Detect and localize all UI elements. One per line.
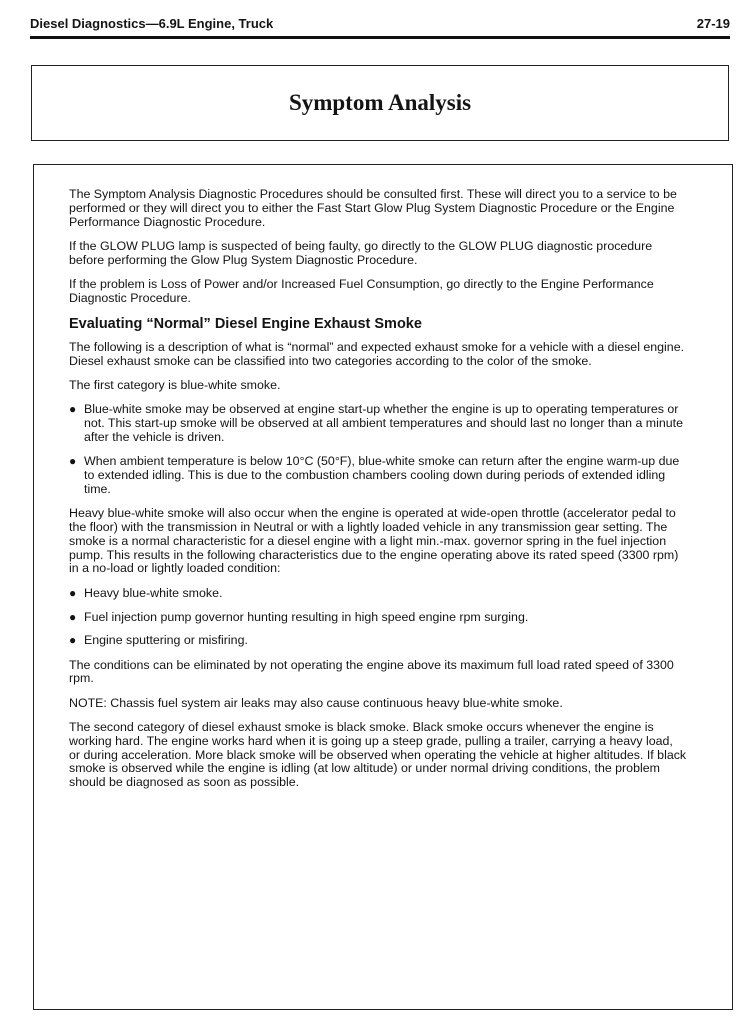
list-item <box>69 455 687 496</box>
bullet-icon: ● <box>69 609 77 624</box>
list-item <box>69 611 687 625</box>
page-title: Symptom Analysis <box>288 90 472 115</box>
bullet-icon: ● <box>69 402 77 417</box>
bullet-icon: ● <box>69 633 77 648</box>
bullet-icon: ● <box>69 585 77 600</box>
paragraph-conditions: The conditions can be eliminated by not operating the engine above its maximum full load rated speed of 3300 rpm. <box>69 657 674 686</box>
content-box <box>33 164 733 1010</box>
bullet-icon: ● <box>69 454 77 469</box>
paragraph-first-category: The first category is blue-white smoke. <box>69 378 281 393</box>
section-title: Diesel Diagnostics—6.9L Engine, Truck <box>30 16 274 31</box>
bullet-list-characteristics <box>69 587 687 648</box>
list-item-text: Fuel injection pump governor hunting resulting in high speed engine rpm surging. <box>84 609 529 624</box>
paragraph-glow-plug-lamp: If the GLOW PLUG lamp is suspected of being faulty, go directly to the GLOW PLUG diagnostic procedure before performing the Glow Plug System Diagnostic Procedure. <box>69 238 653 267</box>
list-item <box>69 403 687 444</box>
paragraph-loss-of-power: If the problem is Loss of Power and/or Increased Fuel Consumption, go directly to the Engine Performance Diagnostic Procedure. <box>69 276 654 305</box>
paragraph-heavy-smoke: Heavy blue-white smoke will also occur when the engine is operated at wide-open throttle (accelerator pedal to the floor) with the transmission in Neutral or with a lightly loaded vehicle in any transmission gear setting. The smoke is a normal characteristic for a diesel engine with a light min.-max. governor spring in the fuel injection pump. This results in the following characteristics due to the engine operating above its rated speed (3300 rpm) in a no-load or lightly loaded condition: <box>69 506 679 576</box>
bullet-list-blue-white <box>69 403 687 496</box>
paragraph-intro: The Symptom Analysis Diagnostic Procedures should be consulted first. These will direct you to a service to be performed or they will direct you to either the Fast Start Glow Plug System Diagnostic Procedure or the Engine Performance Diagnostic Procedure. <box>69 187 677 229</box>
list-item <box>69 634 687 648</box>
running-head <box>30 14 730 39</box>
title-box <box>31 65 729 141</box>
page-number: 27-19 <box>696 16 730 31</box>
content-body <box>69 188 687 801</box>
list-item-text: Engine sputtering or misfiring. <box>84 633 248 648</box>
list-item-text: Blue-white smoke may be observed at engine start-up whether the engine is up to operating temperatures or not. This start-up smoke will be observed at all ambient temperatures and should last no longer than a minute after the vehicle is driven. <box>84 402 683 445</box>
paragraph-note: NOTE: Chassis fuel system air leaks may also cause continuous heavy blue-white smoke. <box>69 695 563 710</box>
paragraph-description: The following is a description of what is “normal” and expected exhaust smoke for a vehicle with a diesel engine. Diesel exhaust smoke can be classified into two categories according to the color of the smoke. <box>69 340 685 368</box>
list-item <box>69 587 687 601</box>
list-item-text: Heavy blue-white smoke. <box>84 585 223 600</box>
list-item-text: When ambient temperature is below 10°C (50°F), blue-white smoke can return after the engine warm-up due to extended idling. This is due to the combustion chambers cooling down during periods of extended idling time. <box>84 454 680 496</box>
section-heading: Evaluating “Normal” Diesel Engine Exhaust Smoke <box>69 316 422 333</box>
paragraph-black-smoke: The second category of diesel exhaust smoke is black smoke. Black smoke occurs whenever the engine is working hard. The engine works hard when it is going up a steep grade, pulling a trailer, carrying a heavy load, or during acceleration. More black smoke will be observed when operating the vehicle at higher altitudes. If black smoke is observed while the engine is idling (at low altitude) or under normal driving conditions, the problem should be diagnosed as soon as possible. <box>69 720 687 790</box>
